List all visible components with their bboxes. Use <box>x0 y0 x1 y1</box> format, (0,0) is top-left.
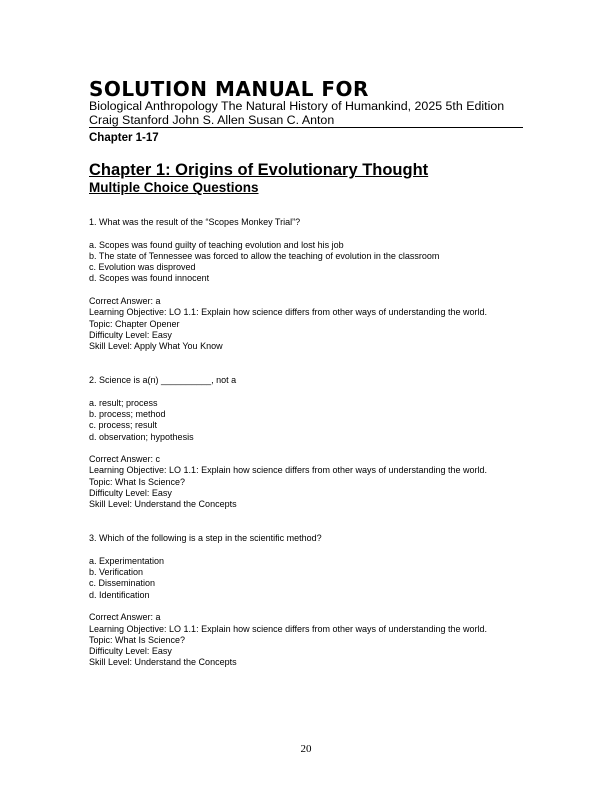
difficulty-level: Difficulty Level: Easy <box>89 488 172 499</box>
header-rule <box>89 127 523 128</box>
answer-options <box>89 240 519 285</box>
question-text: 1. What was the result of the “Scopes Monkey Trial”? <box>89 217 301 227</box>
question-block <box>89 375 519 511</box>
chapter-range: Chapter 1-17 <box>89 132 159 144</box>
question-list <box>89 217 519 691</box>
answer-option: a. Scopes was found guilty of teaching evolution and lost his job <box>89 239 344 250</box>
correct-answer: Correct Answer: a <box>89 296 161 307</box>
answer-option: d. observation; hypothesis <box>89 431 194 442</box>
topic: Topic: What Is Science? <box>89 476 186 487</box>
answer-option: a. Experimentation <box>89 555 165 566</box>
chapter-title: Chapter 1: Origins of Evolutionary Thought <box>89 161 429 179</box>
question-block <box>89 217 519 353</box>
answer-options <box>89 398 519 443</box>
answer-option: b. process; method <box>89 408 166 419</box>
question-metadata <box>89 454 519 510</box>
learning-objective: Learning Objective: LO 1.1: Explain how science differs from other ways of understanding the world. <box>89 623 488 634</box>
topic: Topic: What Is Science? <box>89 634 186 645</box>
correct-answer: Correct Answer: c <box>89 454 161 465</box>
skill-level: Skill Level: Understand the Concepts <box>89 499 237 510</box>
question-text: 2. Science is a(n) __________, not a <box>89 375 237 386</box>
answer-option: c. Dissemination <box>89 578 156 589</box>
answer-options <box>89 556 519 601</box>
learning-objective: Learning Objective: LO 1.1: Explain how science differs from other ways of understanding the world. <box>89 307 488 318</box>
topic: Topic: Chapter Opener <box>89 318 180 329</box>
answer-option: c. process; result <box>89 420 158 431</box>
answer-option: b. The state of Tennessee was forced to allow the teaching of evolution in the classroom <box>89 250 440 261</box>
book-title-line: Biological Anthropology The Natural History of Humankind, 2025 5th Edition <box>89 99 505 113</box>
manual-title: SOLUTION MANUAL FOR <box>89 77 369 101</box>
difficulty-level: Difficulty Level: Easy <box>89 329 172 340</box>
answer-option: c. Evolution was disproved <box>89 262 196 273</box>
question-metadata <box>89 296 519 352</box>
answer-option: d. Scopes was found innocent <box>89 273 210 284</box>
answer-option: b. Verification <box>89 567 144 578</box>
question-metadata <box>89 612 519 668</box>
skill-level: Skill Level: Understand the Concepts <box>89 657 237 668</box>
authors-line: Craig Stanford John S. Allen Susan C. Anton <box>89 113 335 127</box>
section-subtitle: Multiple Choice Questions <box>89 180 259 195</box>
page-number: 20 <box>300 743 312 755</box>
answer-option: a. result; process <box>89 397 158 408</box>
difficulty-level: Difficulty Level: Easy <box>89 646 172 657</box>
learning-objective: Learning Objective: LO 1.1: Explain how science differs from other ways of understanding the world. <box>89 465 488 476</box>
answer-option: d. Identification <box>89 589 150 600</box>
skill-level: Skill Level: Apply What You Know <box>89 341 223 352</box>
correct-answer: Correct Answer: a <box>89 612 161 623</box>
question-text: 3. Which of the following is a step in the scientific method? <box>89 533 322 544</box>
question-block <box>89 533 519 669</box>
